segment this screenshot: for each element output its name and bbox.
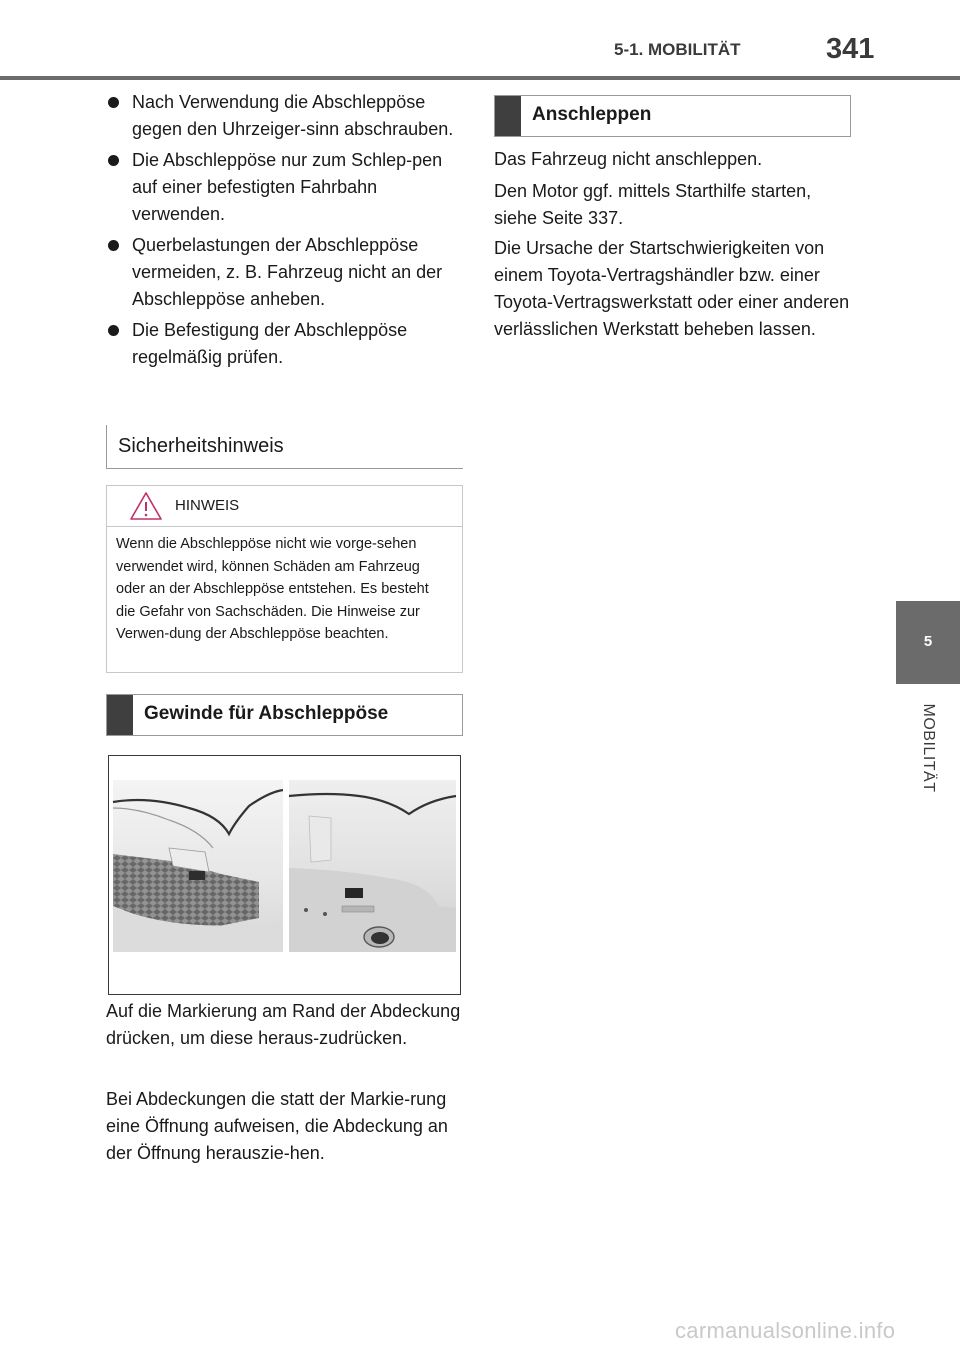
chapter-number: 5 [923, 633, 933, 650]
bullet-item [106, 232, 466, 313]
header-rule [0, 76, 960, 80]
bullet-text: Die Abschleppöse nur zum Schlep-pen auf einer befestigten Fahrbahn verwenden. [132, 150, 443, 224]
bumper-illustration [108, 755, 461, 995]
safety-heading-text: Sicherheitshinweis [118, 435, 284, 457]
bullet-item [106, 89, 466, 143]
gewinde-heading-text: Gewinde für Abschleppöse [144, 703, 389, 724]
notice-header [107, 486, 462, 527]
bullet-item [106, 147, 466, 228]
watermark: carmanualsonline.info [675, 1318, 896, 1343]
anschleppen-heading [494, 95, 851, 137]
bullet-item [106, 317, 466, 371]
warning-triangle-icon [129, 490, 163, 522]
anschleppen-paragraph-2: Den Motor ggf. mittels Starthilfe starten, siehe Seite 337. [494, 181, 812, 228]
page-number: 341 [826, 33, 875, 65]
section-title: 5-1. MOBILITÄT [614, 40, 741, 59]
gewinde-paragraph-1: Auf die Markierung am Rand der Abdeckung drücken, um diese heraus-zudrücken. [106, 1001, 461, 1048]
anschleppen-heading-text: Anschleppen [532, 104, 652, 125]
anschleppen-paragraph-3: Die Ursache der Startschwierigkeiten von einem Toyota-Vertragshändler bzw. einer Toyota-Vertragswerkstatt oder einer anderen verlässlichen Werkstatt beheben lassen. [494, 238, 850, 339]
safety-heading [106, 425, 463, 469]
gewinde-heading [106, 694, 463, 736]
bullet-dot-icon [108, 155, 119, 166]
chapter-tab [896, 601, 960, 684]
heading-bar [495, 96, 521, 136]
bullet-text: Querbelastungen der Abschleppöse vermeiden, z. B. Fahrzeug nicht an der Abschleppöse anheben. [132, 235, 443, 309]
notice-text: Wenn die Abschleppöse nicht wie vorge-sehen verwendet wird, können Schäden am Fahrzeug oder an der Abschleppöse entstehen. Es besteht die Gefahr von Sachschäden. Die Hinweise zur Verwen-dung der Abschleppöse beachten. [116, 536, 429, 642]
bullet-text: Die Befestigung der Abschleppöse regelmäßig prüfen. [132, 320, 408, 367]
bullet-dot-icon [108, 240, 119, 251]
bullet-text: Nach Verwendung die Abschleppöse gegen den Uhrzeiger-sinn abschrauben. [132, 92, 454, 139]
right-bumper-view [289, 780, 456, 952]
gewinde-paragraph-2: Bei Abdeckungen die statt der Markie-rung eine Öffnung aufweisen, die Abdeckung an der Öffnung herauszie-hen. [106, 1089, 448, 1163]
left-bumper-view [113, 780, 283, 952]
chapter-label: MOBILITÄT [920, 703, 937, 793]
bullet-dot-icon [108, 325, 119, 336]
notice-title: HINWEIS [175, 497, 240, 514]
bullet-list [106, 89, 466, 375]
anschleppen-paragraph-1: Das Fahrzeug nicht anschleppen. [494, 149, 763, 169]
heading-bar [107, 695, 133, 735]
bullet-dot-icon [108, 97, 119, 108]
notice-box [106, 485, 463, 673]
